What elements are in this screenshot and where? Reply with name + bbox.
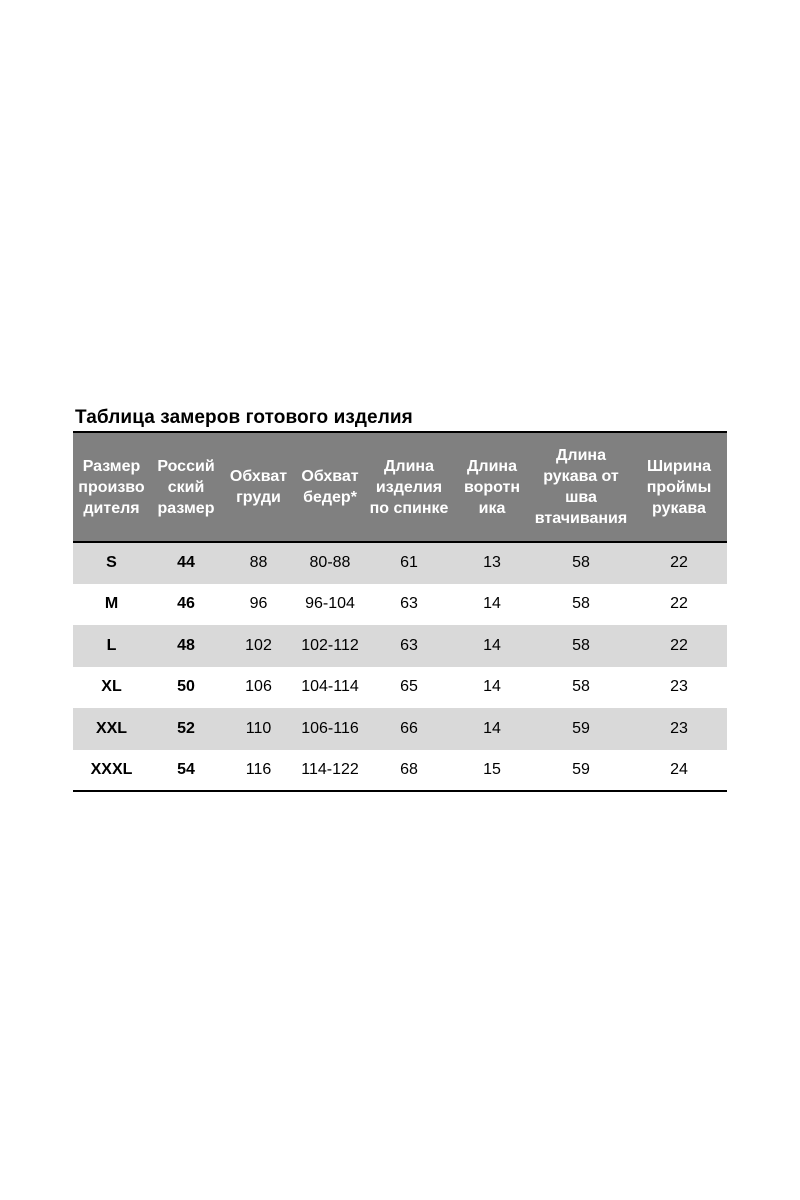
table-row	[73, 625, 727, 667]
cell-sleeve-length: 58	[531, 625, 631, 667]
cell-russian-size: 54	[150, 750, 222, 792]
cell-armhole-width: 22	[631, 542, 727, 584]
cell-russian-size: 50	[177, 678, 195, 696]
cell-sleeve-length: 59	[531, 750, 631, 792]
cell-collar-length: 14	[483, 595, 501, 613]
cell-chest-girth: 110	[222, 708, 295, 750]
cell-chest-girth: 96	[249, 595, 268, 613]
cell-sleeve-length: 58	[572, 678, 590, 696]
cell-collar-length: 15	[453, 750, 531, 792]
cell-chest-girth: 116	[222, 750, 295, 792]
cell-armhole-width: 22	[670, 595, 688, 613]
header-hip-girth: Обхват бедер*	[295, 432, 365, 542]
cell-russian-size: 52	[150, 708, 222, 750]
cell-armhole-width: 24	[631, 750, 727, 792]
cell-sleeve-length: 58	[531, 542, 631, 584]
cell-armhole-width: 22	[631, 625, 727, 667]
cell-back-length: 63	[365, 625, 453, 667]
header-russian-size: Россий ский размер	[150, 432, 222, 542]
size-measurement-table	[73, 431, 727, 792]
cell-hip-girth: 114-122	[295, 750, 365, 792]
cell-armhole-width: 23	[670, 678, 688, 696]
cell-collar-length: 13	[453, 542, 531, 584]
header-back-length: Длина изделия по спинке	[365, 432, 453, 542]
cell-back-length: 63	[400, 595, 418, 613]
cell-manufacturer-size: XL	[101, 678, 122, 696]
cell-hip-girth: 80-88	[295, 542, 365, 584]
cell-russian-size: 44	[150, 542, 222, 584]
cell-chest-girth: 88	[222, 542, 295, 584]
table-row	[73, 708, 727, 750]
cell-collar-length: 14	[483, 678, 501, 696]
cell-manufacturer-size: XXL	[73, 708, 150, 750]
cell-hip-girth: 106-116	[295, 708, 365, 750]
cell-sleeve-length: 58	[572, 595, 590, 613]
cell-sleeve-length: 59	[531, 708, 631, 750]
cell-chest-girth: 106	[245, 678, 272, 696]
cell-manufacturer-size: S	[73, 542, 150, 584]
cell-back-length: 66	[365, 708, 453, 750]
header-armhole-width: Ширина проймы рукава	[631, 432, 727, 542]
table-row	[73, 584, 727, 626]
header-collar-length: Длина воротн ика	[453, 432, 531, 542]
header-manufacturer-size: Размер произво дителя	[73, 432, 150, 542]
cell-manufacturer-size: XXXL	[73, 750, 150, 792]
cell-russian-size: 48	[150, 625, 222, 667]
table-row	[73, 750, 727, 792]
header-chest-girth: Обхват груди	[222, 432, 295, 542]
cell-back-length: 65	[400, 678, 418, 696]
cell-back-length: 68	[365, 750, 453, 792]
cell-armhole-width: 23	[631, 708, 727, 750]
cell-collar-length: 14	[453, 708, 531, 750]
cell-chest-girth: 102	[222, 625, 295, 667]
cell-manufacturer-size: M	[104, 595, 119, 613]
cell-back-length: 61	[365, 542, 453, 584]
cell-russian-size: 46	[177, 595, 195, 613]
cell-manufacturer-size: L	[73, 625, 150, 667]
table-row	[73, 542, 727, 584]
cell-hip-girth: 102-112	[295, 625, 365, 667]
cell-collar-length: 14	[453, 625, 531, 667]
header-sleeve-length: Длина рукава от шва втачивания	[531, 432, 631, 542]
table-title: Таблица замеров готового изделия	[75, 407, 413, 428]
cell-hip-girth: 96-104	[305, 595, 355, 613]
cell-hip-girth: 104-114	[301, 678, 359, 696]
table-row	[73, 667, 727, 709]
table-header-row	[73, 432, 727, 542]
